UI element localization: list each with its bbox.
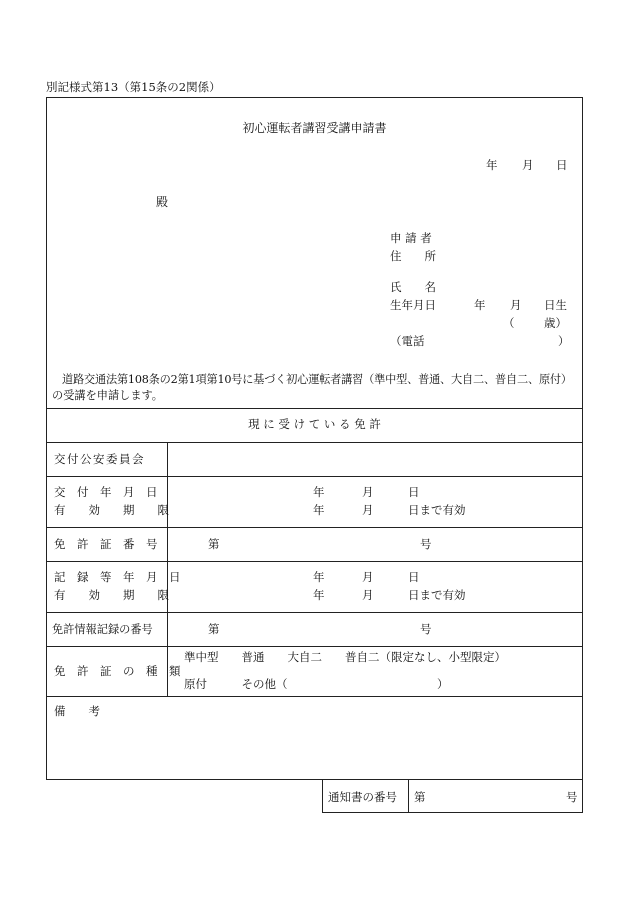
expiry-day: 日まで有効	[408, 503, 466, 517]
license-header: 現 に 受 け て い る 免 許	[248, 417, 381, 431]
form-title: 初心運転者講習受講申請書	[242, 121, 387, 135]
record-no-go: 号	[420, 622, 432, 636]
date-year-label: 年	[486, 158, 498, 172]
form-id: 別記様式第13（第15条の2関係）	[46, 80, 221, 94]
notice-divider	[408, 779, 409, 813]
addressee-suffix: 殿	[156, 195, 169, 209]
issue-month: 月	[362, 485, 374, 499]
phone-close: ）	[558, 334, 570, 348]
license-no-go: 号	[420, 537, 432, 551]
record-expiry-label: 有 効 期 限	[54, 588, 169, 602]
date-day-label: 日	[556, 158, 568, 172]
rule-after-record-no	[46, 646, 583, 647]
rule-after-record	[46, 612, 583, 613]
expiry-label: 有 効 期 限	[54, 503, 169, 517]
record-expiry-month: 月	[362, 588, 374, 602]
phone-label: （電話	[390, 334, 425, 348]
remarks-label: 備 考	[54, 704, 100, 718]
record-month: 月	[362, 570, 374, 584]
birth-label: 生年月日	[390, 298, 436, 312]
date-month-label: 月	[522, 158, 534, 172]
expiry-year: 年	[313, 503, 325, 517]
issue-day: 日	[408, 485, 420, 499]
record-day: 日	[408, 570, 420, 584]
license-types-line-2: 原付 その他（ ）	[184, 677, 449, 691]
rule-after-license-no	[46, 561, 583, 562]
license-no-label: 免 許 証 番 号	[54, 537, 158, 551]
license-no-dai: 第	[208, 537, 220, 551]
record-no-label: 免許情報記録の番号	[52, 623, 153, 636]
age-close: 歳）	[544, 316, 567, 330]
statement-line-2: の受講を申請します。	[52, 389, 163, 402]
applicant-heading: 申 請 者	[390, 231, 432, 245]
license-types-line-1: 準中型 普通 大自二 普自二（限定なし、小型限定）	[184, 650, 506, 664]
birth-year-label: 年	[474, 298, 486, 312]
expiry-month: 月	[362, 503, 374, 517]
rule-after-issue	[46, 527, 583, 528]
birth-day-label: 日生	[544, 298, 567, 312]
notice-dai: 第	[414, 790, 426, 804]
record-expiry-year: 年	[313, 588, 325, 602]
notice-label: 通知書の番号	[328, 790, 397, 804]
rule-after-commission	[46, 476, 583, 477]
issue-year: 年	[313, 485, 325, 499]
statement-line-1: 道路交通法第108条の2第1項第10号に基づく初心運転者講習（準中型、普通、大自二、普自二、原付）	[62, 373, 572, 386]
label-divider	[167, 442, 168, 696]
record-expiry-day: 日まで有効	[408, 588, 466, 602]
type-label: 免 許 証 の 種 類	[54, 664, 181, 678]
birth-month-label: 月	[510, 298, 522, 312]
issue-date-label: 交 付 年 月 日	[54, 485, 158, 499]
commission-label: 交付公安委員会	[54, 452, 145, 466]
age-open: （	[503, 316, 515, 330]
record-no-dai: 第	[208, 622, 220, 636]
rule-after-type	[46, 696, 583, 697]
name-label: 氏 名	[390, 280, 436, 294]
record-year: 年	[313, 570, 325, 584]
notice-go: 号	[566, 790, 578, 804]
record-date-label: 記 録 等 年 月 日	[54, 570, 181, 584]
rule-after-header	[46, 442, 583, 443]
rule-license-top	[46, 408, 583, 409]
address-label: 住 所	[390, 249, 436, 263]
